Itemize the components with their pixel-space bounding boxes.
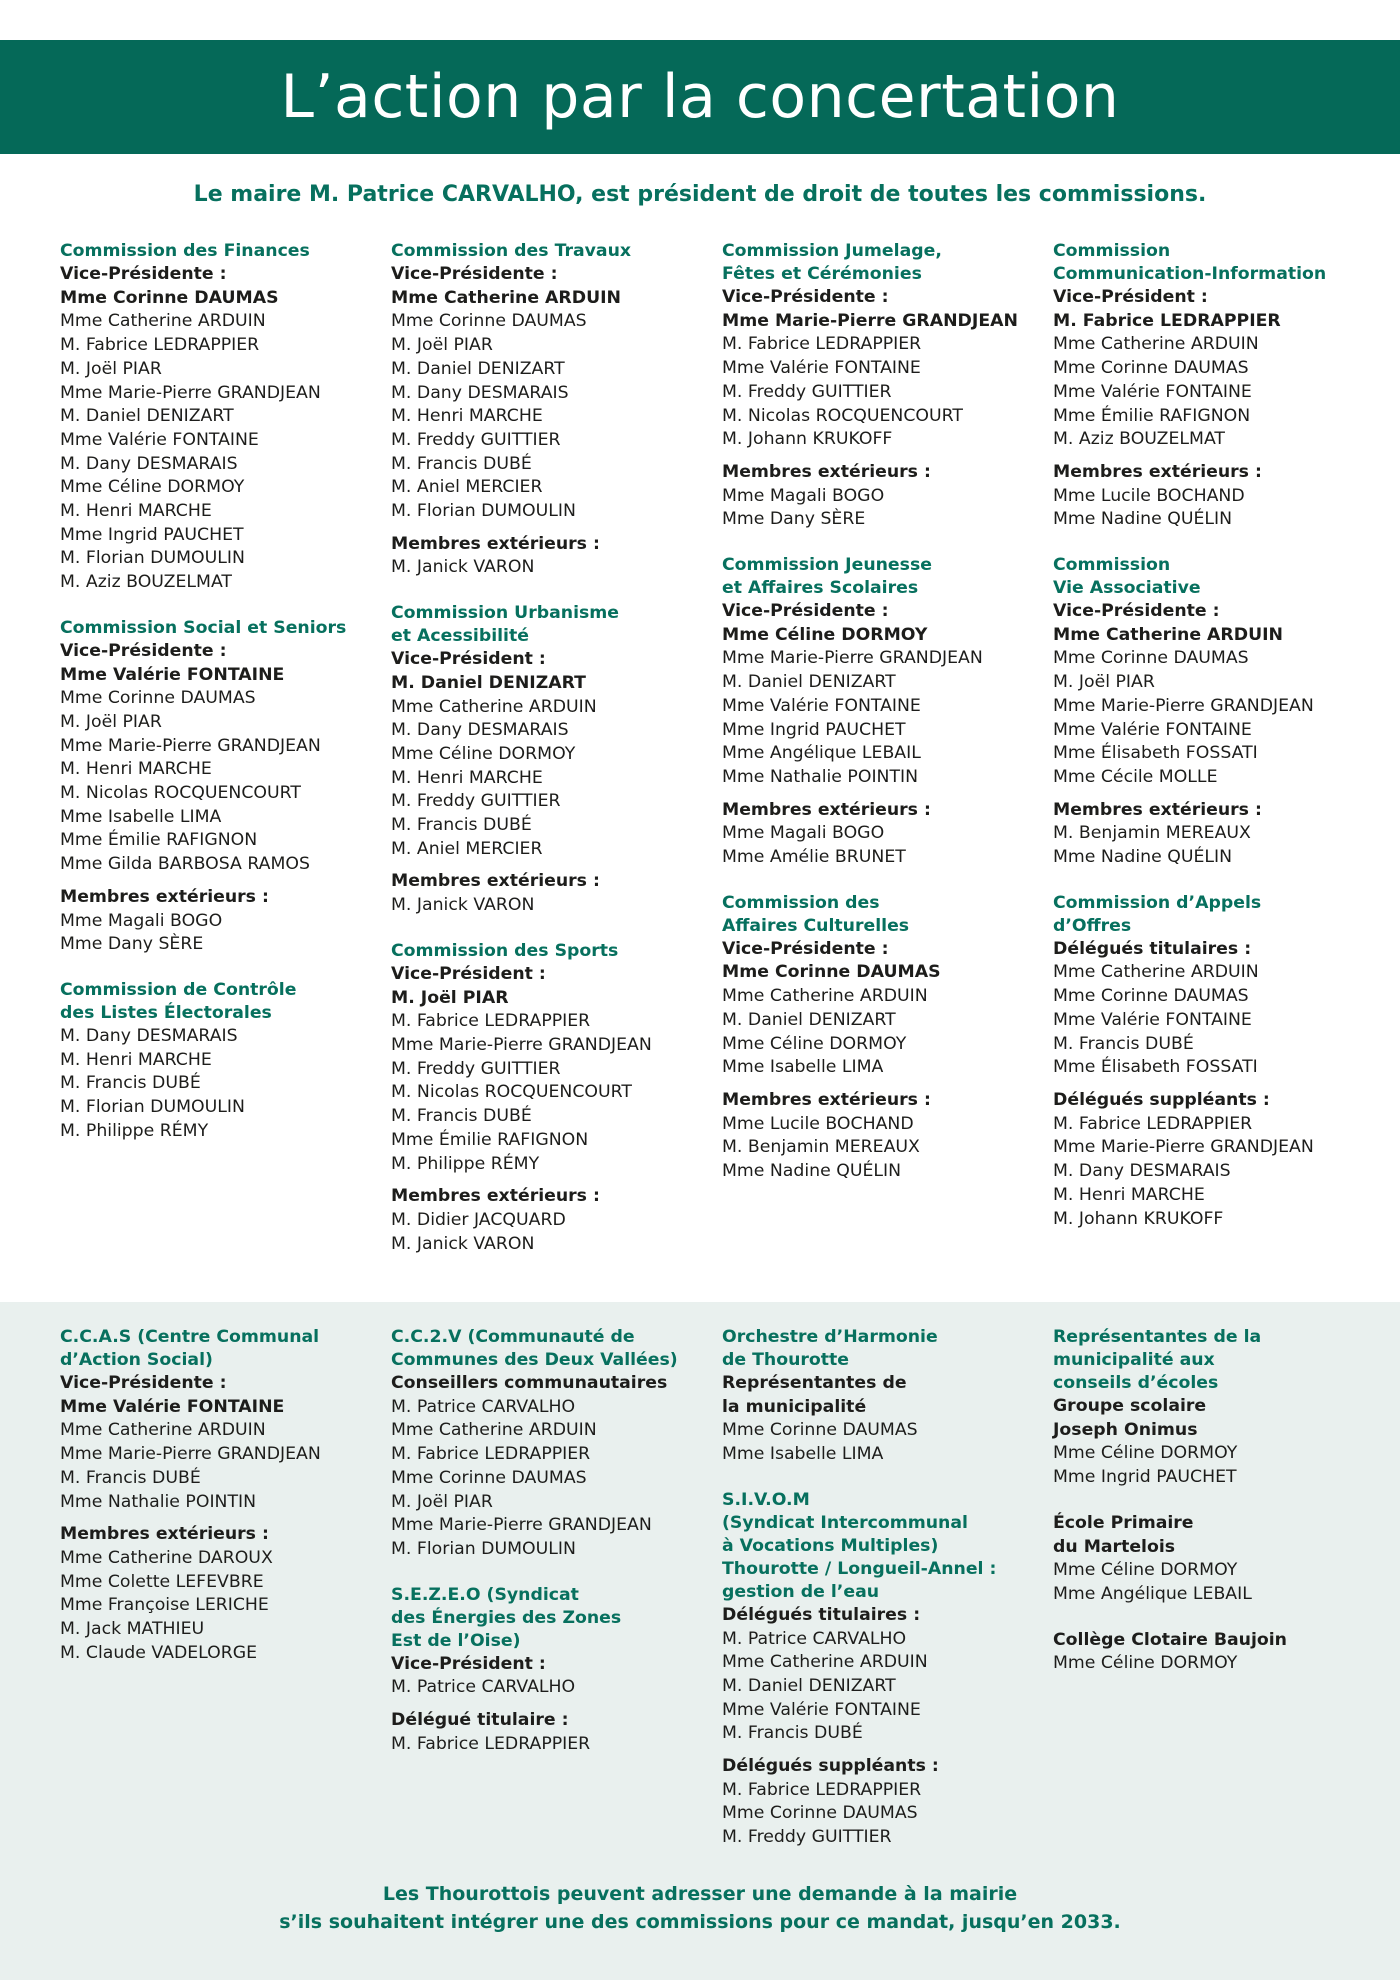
- lead-member: M. Joël PIAR: [391, 987, 509, 1008]
- member-name: Mme Marie-Pierre GRANDJEAN: [1053, 695, 1314, 716]
- lead-member: Mme Corinne DAUMAS: [60, 287, 279, 308]
- lead-member: Mme Valérie FONTAINE: [60, 1396, 285, 1417]
- commission-block: [60, 979, 365, 1144]
- member-name: Mme Lucile BOCHAND: [722, 1113, 914, 1134]
- commission-title: C.C.2.V (Communauté de Communes des Deux Vallées): [391, 1327, 678, 1370]
- member-name: Mme Catherine DAROUX: [60, 1547, 273, 1568]
- commission-title: S.E.Z.E.O (Syndicat des Énergies des Zones Est de l’Oise): [391, 1584, 622, 1651]
- member-name: Mme Angélique LEBAIL: [722, 743, 921, 764]
- lead-member: Mme Corinne DAUMAS: [722, 962, 941, 983]
- member-name: Mme Catherine ARDUIN: [60, 1420, 266, 1441]
- member-name: M. Joël PIAR: [391, 335, 493, 356]
- member-name: Mme Céline DORMOY: [391, 743, 576, 764]
- member-name: M. Johann KRUKOFF: [1053, 1208, 1224, 1229]
- member-name: Mme Nadine QUÉLIN: [1053, 847, 1233, 868]
- member-name: M. Janick VARON: [391, 895, 535, 916]
- member-name: Mme Corinne DAUMAS: [722, 1420, 918, 1441]
- member-name: Mme Isabelle LIMA: [722, 1444, 884, 1465]
- page-subtitle: Le maire M. Patrice CARVALHO, est président de droit de toutes les commissions.: [193, 182, 1207, 207]
- role-label: Membres extérieurs :: [391, 1186, 600, 1207]
- commission-block: [391, 240, 696, 580]
- member-name: M. Freddy GUITTIER: [391, 429, 561, 450]
- member-name: Mme Corinne DAUMAS: [391, 311, 587, 332]
- member-name: Mme Valérie FONTAINE: [1053, 719, 1252, 740]
- member-name: Mme Valérie FONTAINE: [60, 429, 259, 450]
- member-name: Mme Marie-Pierre GRANDJEAN: [722, 648, 983, 669]
- column-2: [391, 240, 696, 1278]
- commission-title: Commission Urbanisme et Acessibilité: [391, 603, 620, 647]
- member-name: M. Fabrice LEDRAPPIER: [60, 335, 260, 356]
- member-name: Mme Dany SÈRE: [722, 509, 866, 530]
- bottom-column-4: [1053, 1326, 1358, 1698]
- commission-block: [1053, 1629, 1358, 1676]
- member-name: M. Dany DESMARAIS: [60, 453, 238, 474]
- member-name: M. Dany DESMARAIS: [1053, 1161, 1231, 1182]
- member-name: M. Fabrice LEDRAPPIER: [391, 1444, 591, 1465]
- commission-block: [722, 554, 1027, 870]
- member-name: Mme Émilie RAFIGNON: [391, 1129, 589, 1150]
- member-name: M. Fabrice LEDRAPPIER: [391, 1733, 591, 1754]
- member-name: M. Dany DESMARAIS: [391, 720, 569, 741]
- member-name: M. Florian DUMOULIN: [60, 548, 245, 569]
- member-name: M. Patrice CARVALHO: [391, 1396, 576, 1417]
- member-name: M. Janick VARON: [391, 1233, 535, 1254]
- bottom-column-2: [391, 1326, 696, 1778]
- commission-title: Commission des Travaux: [391, 241, 632, 261]
- commission-block: [60, 1326, 365, 1665]
- member-name: Mme Amélie BRUNET: [722, 847, 906, 868]
- member-name: M. Joël PIAR: [1053, 672, 1155, 693]
- role-label: Vice-Président :: [391, 649, 546, 670]
- commission-block: [722, 240, 1027, 532]
- role-label: Délégués suppléants :: [722, 1756, 939, 1777]
- member-name: Mme Valérie FONTAINE: [722, 695, 921, 716]
- member-name: Mme Marie-Pierre GRANDJEAN: [1053, 1137, 1314, 1158]
- commission-title: Représentantes de la municipalité aux conseils d’écoles: [1053, 1327, 1262, 1393]
- member-name: M. Daniel DENIZART: [722, 1009, 896, 1030]
- member-name: Mme Émilie RAFIGNON: [1053, 405, 1251, 426]
- role-label: Délégués titulaires :: [1053, 938, 1252, 959]
- member-name: M. Daniel DENIZART: [722, 1675, 896, 1696]
- footer-note: [0, 1880, 1400, 1936]
- member-name: Mme Valérie FONTAINE: [1053, 1009, 1252, 1030]
- role-label: Conseillers communautaires: [391, 1373, 668, 1393]
- member-name: M. Freddy GUITTIER: [722, 381, 892, 402]
- member-name: M. Daniel DENIZART: [391, 358, 565, 379]
- member-name: Mme Émilie RAFIGNON: [60, 830, 258, 851]
- member-name: Mme Catherine ARDUIN: [722, 1652, 928, 1673]
- member-name: Mme Marie-Pierre GRANDJEAN: [391, 1034, 652, 1055]
- header-banner: [0, 40, 1400, 154]
- commission-block: [722, 1489, 1027, 1850]
- member-name: Mme Lucile BOCHAND: [1053, 485, 1245, 506]
- member-name: M. Jack MATHIEU: [60, 1619, 205, 1640]
- member-name: M. Benjamin MEREAUX: [722, 1137, 920, 1158]
- member-name: Mme Isabelle LIMA: [722, 1057, 884, 1078]
- member-name: Mme Nadine QUÉLIN: [1053, 509, 1233, 530]
- member-name: Mme Ingrid PAUCHET: [60, 524, 244, 545]
- role-label: Vice-Présidente :: [722, 938, 889, 959]
- member-name: Mme Catherine ARDUIN: [60, 311, 266, 332]
- member-name: M. Joël PIAR: [60, 711, 162, 732]
- member-name: M. Florian DUMOULIN: [60, 1097, 245, 1118]
- role-label: Membres extérieurs :: [391, 871, 600, 892]
- commission-title: Commission d’Appels d’Offres: [1053, 892, 1262, 936]
- member-name: Mme Françoise LERICHE: [60, 1595, 269, 1616]
- commission-block: [1053, 554, 1358, 870]
- role-label: École Primaire du Martelois: [1053, 1512, 1194, 1557]
- member-name: M. Patrice CARVALHO: [391, 1677, 576, 1698]
- member-name: M. Florian DUMOULIN: [391, 501, 576, 522]
- member-name: Mme Ingrid PAUCHET: [1053, 1467, 1237, 1488]
- role-label: Membres extérieurs :: [1053, 799, 1262, 820]
- member-name: Mme Catherine ARDUIN: [391, 696, 597, 717]
- member-name: M. Didier JACQUARD: [391, 1209, 566, 1230]
- member-name: M. Francis DUBÉ: [391, 815, 532, 836]
- member-name: M. Philippe RÉMY: [60, 1120, 209, 1141]
- member-name: Mme Catherine ARDUIN: [391, 1420, 597, 1441]
- commission-title: Commission Communication-Information: [1053, 241, 1327, 284]
- commission-title: S.I.V.O.M (Syndicat Intercommunal à Vocations Multiples) Thourotte / Longueil-Annel : gestion de l’eau: [722, 1489, 997, 1602]
- member-name: M. Nicolas ROCQUENCOURT: [722, 405, 963, 426]
- role-label: Vice-Présidente :: [60, 640, 227, 661]
- member-name: M. Henri MARCHE: [60, 1049, 212, 1070]
- member-name: M. Fabrice LEDRAPPIER: [391, 1011, 591, 1032]
- member-name: M. Claude VADELORGE: [60, 1642, 258, 1663]
- role-label: Vice-Présidente :: [722, 287, 889, 307]
- lead-member: Mme Catherine ARDUIN: [1053, 624, 1284, 645]
- commission-title: Commission de Contrôle des Listes Électorales: [60, 979, 297, 1023]
- member-name: M. Francis DUBÉ: [391, 453, 532, 474]
- lead-member: Mme Marie-Pierre GRANDJEAN: [722, 310, 1018, 331]
- member-name: Mme Céline DORMOY: [1053, 1443, 1238, 1464]
- member-name: M. Janick VARON: [391, 557, 535, 578]
- lead-member: Mme Catherine ARDUIN: [391, 287, 622, 308]
- member-name: Mme Nadine QUÉLIN: [722, 1161, 902, 1182]
- member-name: M. Freddy GUITTIER: [722, 1827, 892, 1848]
- commission-block: [1053, 1512, 1358, 1607]
- member-name: M. Johann KRUKOFF: [722, 429, 893, 450]
- commission-title: C.C.A.S (Centre Communal d’Action Social): [60, 1327, 320, 1370]
- member-name: M. Henri MARCHE: [391, 406, 543, 427]
- member-name: Mme Corinne DAUMAS: [391, 1467, 587, 1488]
- member-name: Mme Nathalie POINTIN: [60, 1491, 257, 1512]
- footer-line-2: s’ils souhaitent intégrer une des commissions pour ce mandat, jusqu’en 2033.: [279, 1911, 1121, 1933]
- commission-block: [391, 1326, 696, 1562]
- member-name: M. Patrice CARVALHO: [722, 1628, 907, 1649]
- member-name: Mme Magali BOGO: [60, 910, 223, 931]
- member-name: Mme Marie-Pierre GRANDJEAN: [60, 1444, 321, 1465]
- member-name: Mme Valérie FONTAINE: [722, 1699, 921, 1720]
- role-label: Membres extérieurs :: [391, 533, 600, 554]
- member-name: M. Fabrice LEDRAPPIER: [722, 334, 922, 355]
- column-1: [60, 240, 365, 1166]
- member-name: M. Nicolas ROCQUENCOURT: [391, 1082, 632, 1103]
- lead-member: Mme Céline DORMOY: [722, 624, 928, 645]
- role-label: Vice-Présidente :: [60, 1373, 227, 1393]
- commission-block: [1053, 1326, 1358, 1490]
- commission-title: Orchestre d’Harmonie de Thourotte: [722, 1327, 938, 1370]
- member-name: M. Francis DUBÉ: [391, 1106, 532, 1127]
- member-name: Mme Catherine ARDUIN: [1053, 334, 1259, 355]
- member-name: Mme Corinne DAUMAS: [60, 688, 256, 709]
- role-label: Délégués suppléants :: [1053, 1089, 1270, 1110]
- member-name: Mme Corinne DAUMAS: [1053, 986, 1249, 1007]
- member-name: M. Freddy GUITTIER: [391, 1058, 561, 1079]
- member-name: M. Joël PIAR: [391, 1491, 493, 1512]
- member-name: M. Henri MARCHE: [60, 759, 212, 780]
- role-label: Membres extérieurs :: [60, 1524, 269, 1545]
- role-label: Vice-Président :: [391, 1653, 546, 1674]
- lead-member: M. Daniel DENIZART: [391, 672, 586, 693]
- member-name: Mme Élisabeth FOSSATI: [1053, 1057, 1258, 1078]
- member-name: M. Fabrice LEDRAPPIER: [1053, 1113, 1253, 1134]
- lead-member: Mme Valérie FONTAINE: [60, 664, 285, 685]
- member-name: Mme Valérie FONTAINE: [722, 358, 921, 379]
- member-name: M. Francis DUBÉ: [60, 1073, 201, 1094]
- role-label: Représentantes de la municipalité: [722, 1373, 907, 1417]
- member-name: Mme Dany SÈRE: [60, 934, 204, 955]
- member-name: M. Florian DUMOULIN: [391, 1538, 576, 1559]
- member-name: M. Henri MARCHE: [391, 767, 543, 788]
- member-name: M. Aniel MERCIER: [391, 838, 543, 859]
- member-name: M. Daniel DENIZART: [60, 406, 234, 427]
- member-name: Mme Marie-Pierre GRANDJEAN: [60, 735, 321, 756]
- role-label: Groupe scolaire Joseph Onimus: [1053, 1396, 1207, 1440]
- member-name: M. Henri MARCHE: [1053, 1184, 1205, 1205]
- member-name: M. Philippe RÉMY: [391, 1153, 540, 1174]
- member-name: Mme Isabelle LIMA: [60, 806, 222, 827]
- member-name: Mme Colette LEFEVBRE: [60, 1571, 264, 1592]
- member-name: Mme Céline DORMOY: [1053, 1560, 1238, 1581]
- commission-block: [1053, 240, 1358, 532]
- commission-title: Commission Social et Seniors: [60, 617, 347, 638]
- member-name: Mme Nathalie POINTIN: [722, 766, 919, 787]
- commission-block: [391, 602, 696, 918]
- bottom-column-3: [722, 1326, 1027, 1872]
- member-name: M. Dany DESMARAIS: [391, 382, 569, 403]
- commission-block: [60, 240, 365, 595]
- member-name: Mme Céline DORMOY: [1053, 1653, 1238, 1674]
- member-name: M. Dany DESMARAIS: [60, 1025, 238, 1046]
- member-name: M. Francis DUBÉ: [1053, 1033, 1194, 1054]
- member-name: M. Freddy GUITTIER: [391, 791, 561, 812]
- commission-title: Commission Jumelage, Fêtes et Cérémonies: [722, 241, 942, 284]
- member-name: M. Henri MARCHE: [60, 501, 212, 522]
- role-label: Vice-Présidente :: [1053, 601, 1220, 622]
- member-name: Mme Corinne DAUMAS: [722, 1803, 918, 1824]
- bottom-column-1: [60, 1326, 365, 1687]
- member-name: Mme Catherine ARDUIN: [1053, 962, 1259, 983]
- page-title: L’action par la concertation: [280, 62, 1120, 132]
- member-name: M. Aziz BOUZELMAT: [60, 572, 232, 593]
- member-name: Mme Marie-Pierre GRANDJEAN: [60, 382, 321, 403]
- member-name: Mme Corinne DAUMAS: [1053, 358, 1249, 379]
- member-name: Mme Élisabeth FOSSATI: [1053, 743, 1258, 764]
- commission-title: Commission Jeunesse et Affaires Scolaires: [722, 555, 932, 599]
- member-name: Mme Magali BOGO: [722, 485, 885, 506]
- column-3: [722, 240, 1027, 1206]
- commission-block: [391, 940, 696, 1256]
- role-label: Délégués titulaires :: [722, 1604, 921, 1625]
- role-label: Délégué titulaire :: [391, 1710, 569, 1731]
- column-4: [1053, 240, 1358, 1253]
- role-label: Vice-Présidente :: [722, 601, 889, 622]
- commission-title: Commission des Finances: [60, 241, 310, 261]
- member-name: Mme Valérie FONTAINE: [1053, 381, 1252, 402]
- commission-title: Commission des Affaires Culturelles: [722, 892, 910, 936]
- role-label: Vice-Président :: [391, 963, 546, 984]
- member-name: M. Aniel MERCIER: [391, 477, 543, 498]
- member-name: Mme Catherine ARDUIN: [722, 986, 928, 1007]
- commission-block: [60, 617, 365, 957]
- commission-block: [722, 892, 1027, 1184]
- member-name: M. Daniel DENIZART: [722, 672, 896, 693]
- member-name: Mme Magali BOGO: [722, 823, 885, 844]
- role-label: Membres extérieurs :: [722, 461, 931, 482]
- member-name: Mme Corinne DAUMAS: [1053, 648, 1249, 669]
- role-label: Membres extérieurs :: [60, 886, 269, 907]
- member-name: M. Joël PIAR: [60, 358, 162, 379]
- member-name: Mme Céline DORMOY: [60, 477, 245, 498]
- member-name: Mme Marie-Pierre GRANDJEAN: [391, 1515, 652, 1536]
- member-name: M. Nicolas ROCQUENCOURT: [60, 783, 301, 804]
- member-name: M. Aziz BOUZELMAT: [1053, 429, 1225, 450]
- member-name: Mme Gilda BARBOSA RAMOS: [60, 854, 310, 875]
- member-name: M. Fabrice LEDRAPPIER: [722, 1779, 922, 1800]
- member-name: M. Benjamin MEREAUX: [1053, 823, 1251, 844]
- role-label: Vice-Présidente :: [60, 264, 227, 284]
- commission-block: [391, 1584, 696, 1757]
- commission-title: Commission des Sports: [391, 940, 619, 961]
- role-label: Collège Clotaire Baujoin: [1053, 1629, 1287, 1650]
- member-name: Mme Angélique LEBAIL: [1053, 1583, 1252, 1604]
- commission-block: [1053, 892, 1358, 1231]
- lead-member: M. Fabrice LEDRAPPIER: [1053, 310, 1281, 331]
- role-label: Vice-Présidente :: [391, 264, 558, 284]
- member-name: M. Francis DUBÉ: [722, 1723, 863, 1744]
- commission-block: [722, 1326, 1027, 1467]
- role-label: Membres extérieurs :: [722, 1089, 931, 1110]
- member-name: Mme Cécile MOLLE: [1053, 766, 1218, 787]
- commission-title: Commission Vie Associative: [1053, 555, 1201, 599]
- footer-line-1: Les Thourottois peuvent adresser une demande à la mairie: [382, 1883, 1018, 1905]
- role-label: Membres extérieurs :: [1053, 461, 1262, 482]
- member-name: Mme Ingrid PAUCHET: [722, 719, 906, 740]
- member-name: Mme Céline DORMOY: [722, 1033, 907, 1054]
- role-label: Membres extérieurs :: [722, 799, 931, 820]
- member-name: M. Francis DUBÉ: [60, 1467, 201, 1488]
- role-label: Vice-Président :: [1053, 287, 1208, 307]
